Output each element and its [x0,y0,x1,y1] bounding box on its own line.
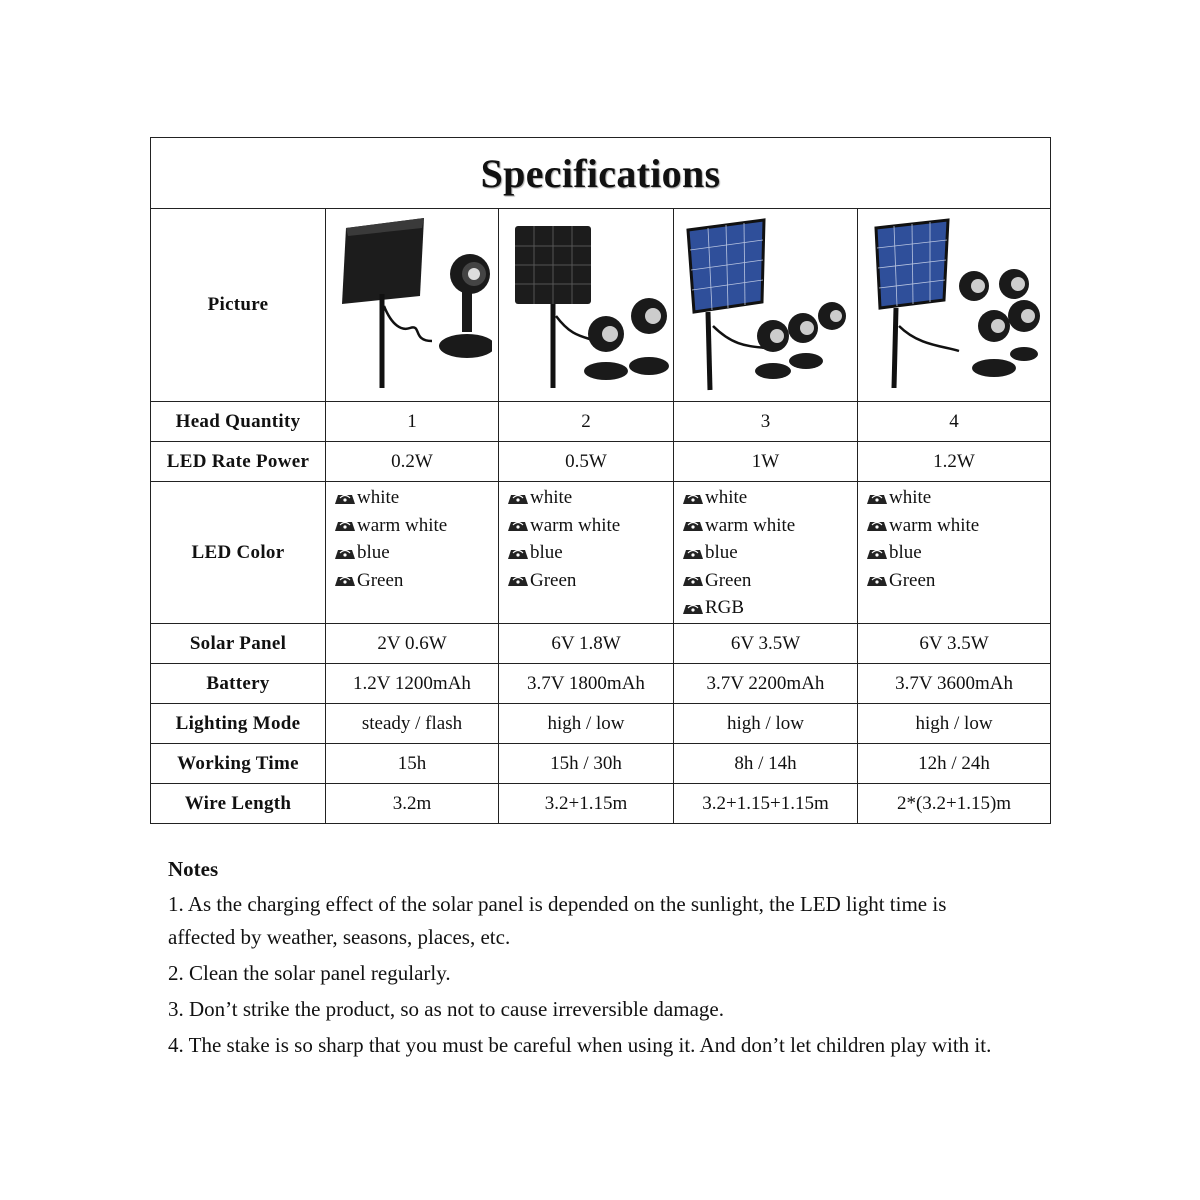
color-bullet-icon [682,491,704,505]
led-color-item [682,594,857,622]
cell-head-quantity-4: 4 [858,402,1051,442]
color-bullet-icon [682,546,704,560]
specifications-table [150,137,1051,824]
color-list [326,484,498,594]
product-image-3 [674,209,858,402]
led-color-label: Green [530,569,577,591]
cell-working-time-4: 12h / 24h [858,744,1051,784]
cell-lighting-mode-2: high / low [499,704,674,744]
title-cell [151,138,1051,209]
led-color-item [682,539,857,567]
battery-row [151,664,1051,704]
led-color-label: warm white [705,514,796,536]
color-bullet-icon [866,573,888,587]
cell-head-quantity-2: 2 [499,402,674,442]
led-color-label: warm white [889,514,980,536]
cell-working-time-1: 15h [326,744,499,784]
row-label-solar-panel: Solar Panel [151,624,326,664]
led-color-label: white [889,487,932,508]
led-color-label: Green [705,569,752,591]
color-bullet-icon [507,491,529,505]
cell-wire-length-3: 3.2+1.15+1.15m [674,784,858,824]
led-color-item [682,484,857,512]
note-item-3: 3. Don’t strike the product, so as not to cause irreversible damage. [168,997,724,1021]
led-color-item [334,484,498,512]
cell-lighting-mode-1: steady / flash [326,704,499,744]
cell-head-quantity-1: 1 [326,402,499,442]
led-color-label: Green [889,569,936,591]
led-color-item [334,567,498,595]
head-quantity-row [151,402,1051,442]
led-color-item [507,512,673,540]
led-color-label: Green [357,569,404,591]
color-bullet-icon [507,518,529,532]
note-item-2: 2. Clean the solar panel regularly. [168,961,451,985]
note-item-1: 1. As the charging effect of the solar panel is depended on the sunlight, the LED light time is affected by weather, seasons, places, etc. [168,892,947,949]
cell-wire-length-2: 3.2+1.15m [499,784,674,824]
cell-solar-panel-3: 6V 3.5W [674,624,858,664]
row-label-led-rate-power: LED Rate Power [151,442,326,482]
led-color-item [866,567,1050,595]
cell-working-time-2: 15h / 30h [499,744,674,784]
solar-spotlight-image [678,216,854,394]
cell-battery-1: 1.2V 1200mAh [326,664,499,704]
led-color-item [866,539,1050,567]
color-list [674,484,857,622]
cell-battery-4: 3.7V 3600mAh [858,664,1051,704]
cell-working-time-3: 8h / 14h [674,744,858,784]
row-label-lighting-mode: Lighting Mode [151,704,326,744]
row-label-battery: Battery [151,664,326,704]
color-bullet-icon [334,546,356,560]
cell-led-rate-power-3: 1W [674,442,858,482]
color-bullet-icon [334,518,356,532]
notes-section [168,853,998,1065]
cell-wire-length-1: 3.2m [326,784,499,824]
cell-solar-panel-4: 6V 3.5W [858,624,1051,664]
cell-led-color-4 [858,482,1051,624]
led-color-label: blue [357,542,390,563]
led-color-item [507,539,673,567]
color-bullet-icon [334,573,356,587]
color-bullet-icon [334,491,356,505]
row-label-picture: Picture [151,209,326,402]
lighting-mode-row [151,704,1051,744]
row-label-wire-length: Wire Length [151,784,326,824]
led-color-label: white [357,487,400,508]
row-label-head-quantity: Head Quantity [151,402,326,442]
led-color-label: blue [705,542,738,563]
product-image-1 [326,209,499,402]
led-color-item [866,512,1050,540]
note-item-4: 4. The stake is so sharp that you must be careful when using it. And don’t let children play with it. [168,1033,992,1057]
cell-lighting-mode-4: high / low [858,704,1051,744]
color-bullet-icon [866,491,888,505]
cell-led-rate-power-1: 0.2W [326,442,499,482]
led-color-item [507,484,673,512]
led-color-label: blue [889,542,922,563]
color-bullet-icon [507,546,529,560]
led-color-item [866,484,1050,512]
product-image-4 [858,209,1051,402]
cell-led-color-2 [499,482,674,624]
solar-spotlight-image [501,216,671,394]
led-color-item [507,567,673,595]
color-bullet-icon [682,573,704,587]
led-color-label: white [530,487,573,508]
color-bullet-icon [866,518,888,532]
solar-panel-row [151,624,1051,664]
page-title: Specifications [480,150,721,196]
color-bullet-icon [682,601,704,615]
cell-solar-panel-2: 6V 1.8W [499,624,674,664]
cell-lighting-mode-3: high / low [674,704,858,744]
led-color-item [682,567,857,595]
cell-battery-3: 3.7V 2200mAh [674,664,858,704]
color-bullet-icon [682,518,704,532]
led-color-label: warm white [357,514,448,536]
row-label-working-time: Working Time [151,744,326,784]
led-color-item [682,512,857,540]
wire-length-row [151,784,1051,824]
cell-led-color-3 [674,482,858,624]
cell-led-rate-power-4: 1.2W [858,442,1051,482]
led-color-item [334,512,498,540]
picture-row [151,209,1051,402]
led-color-label: warm white [530,514,621,536]
solar-spotlight-image [864,216,1044,394]
led-color-item [334,539,498,567]
led-rate-power-row [151,442,1051,482]
solar-spotlight-image [332,216,492,394]
color-list [499,484,673,594]
cell-battery-2: 3.7V 1800mAh [499,664,674,704]
led-color-label: blue [530,542,563,563]
led-color-label: white [705,487,748,508]
color-bullet-icon [866,546,888,560]
notes-heading: Notes [168,857,219,881]
cell-head-quantity-3: 3 [674,402,858,442]
color-list [858,484,1050,594]
working-time-row [151,744,1051,784]
led-color-row [151,482,1051,624]
cell-solar-panel-1: 2V 0.6W [326,624,499,664]
cell-led-rate-power-2: 0.5W [499,442,674,482]
cell-wire-length-4: 2*(3.2+1.15)m [858,784,1051,824]
color-bullet-icon [507,573,529,587]
row-label-led-color: LED Color [151,482,326,624]
product-image-2 [499,209,674,402]
cell-led-color-1 [326,482,499,624]
led-color-label: RGB [705,597,745,618]
